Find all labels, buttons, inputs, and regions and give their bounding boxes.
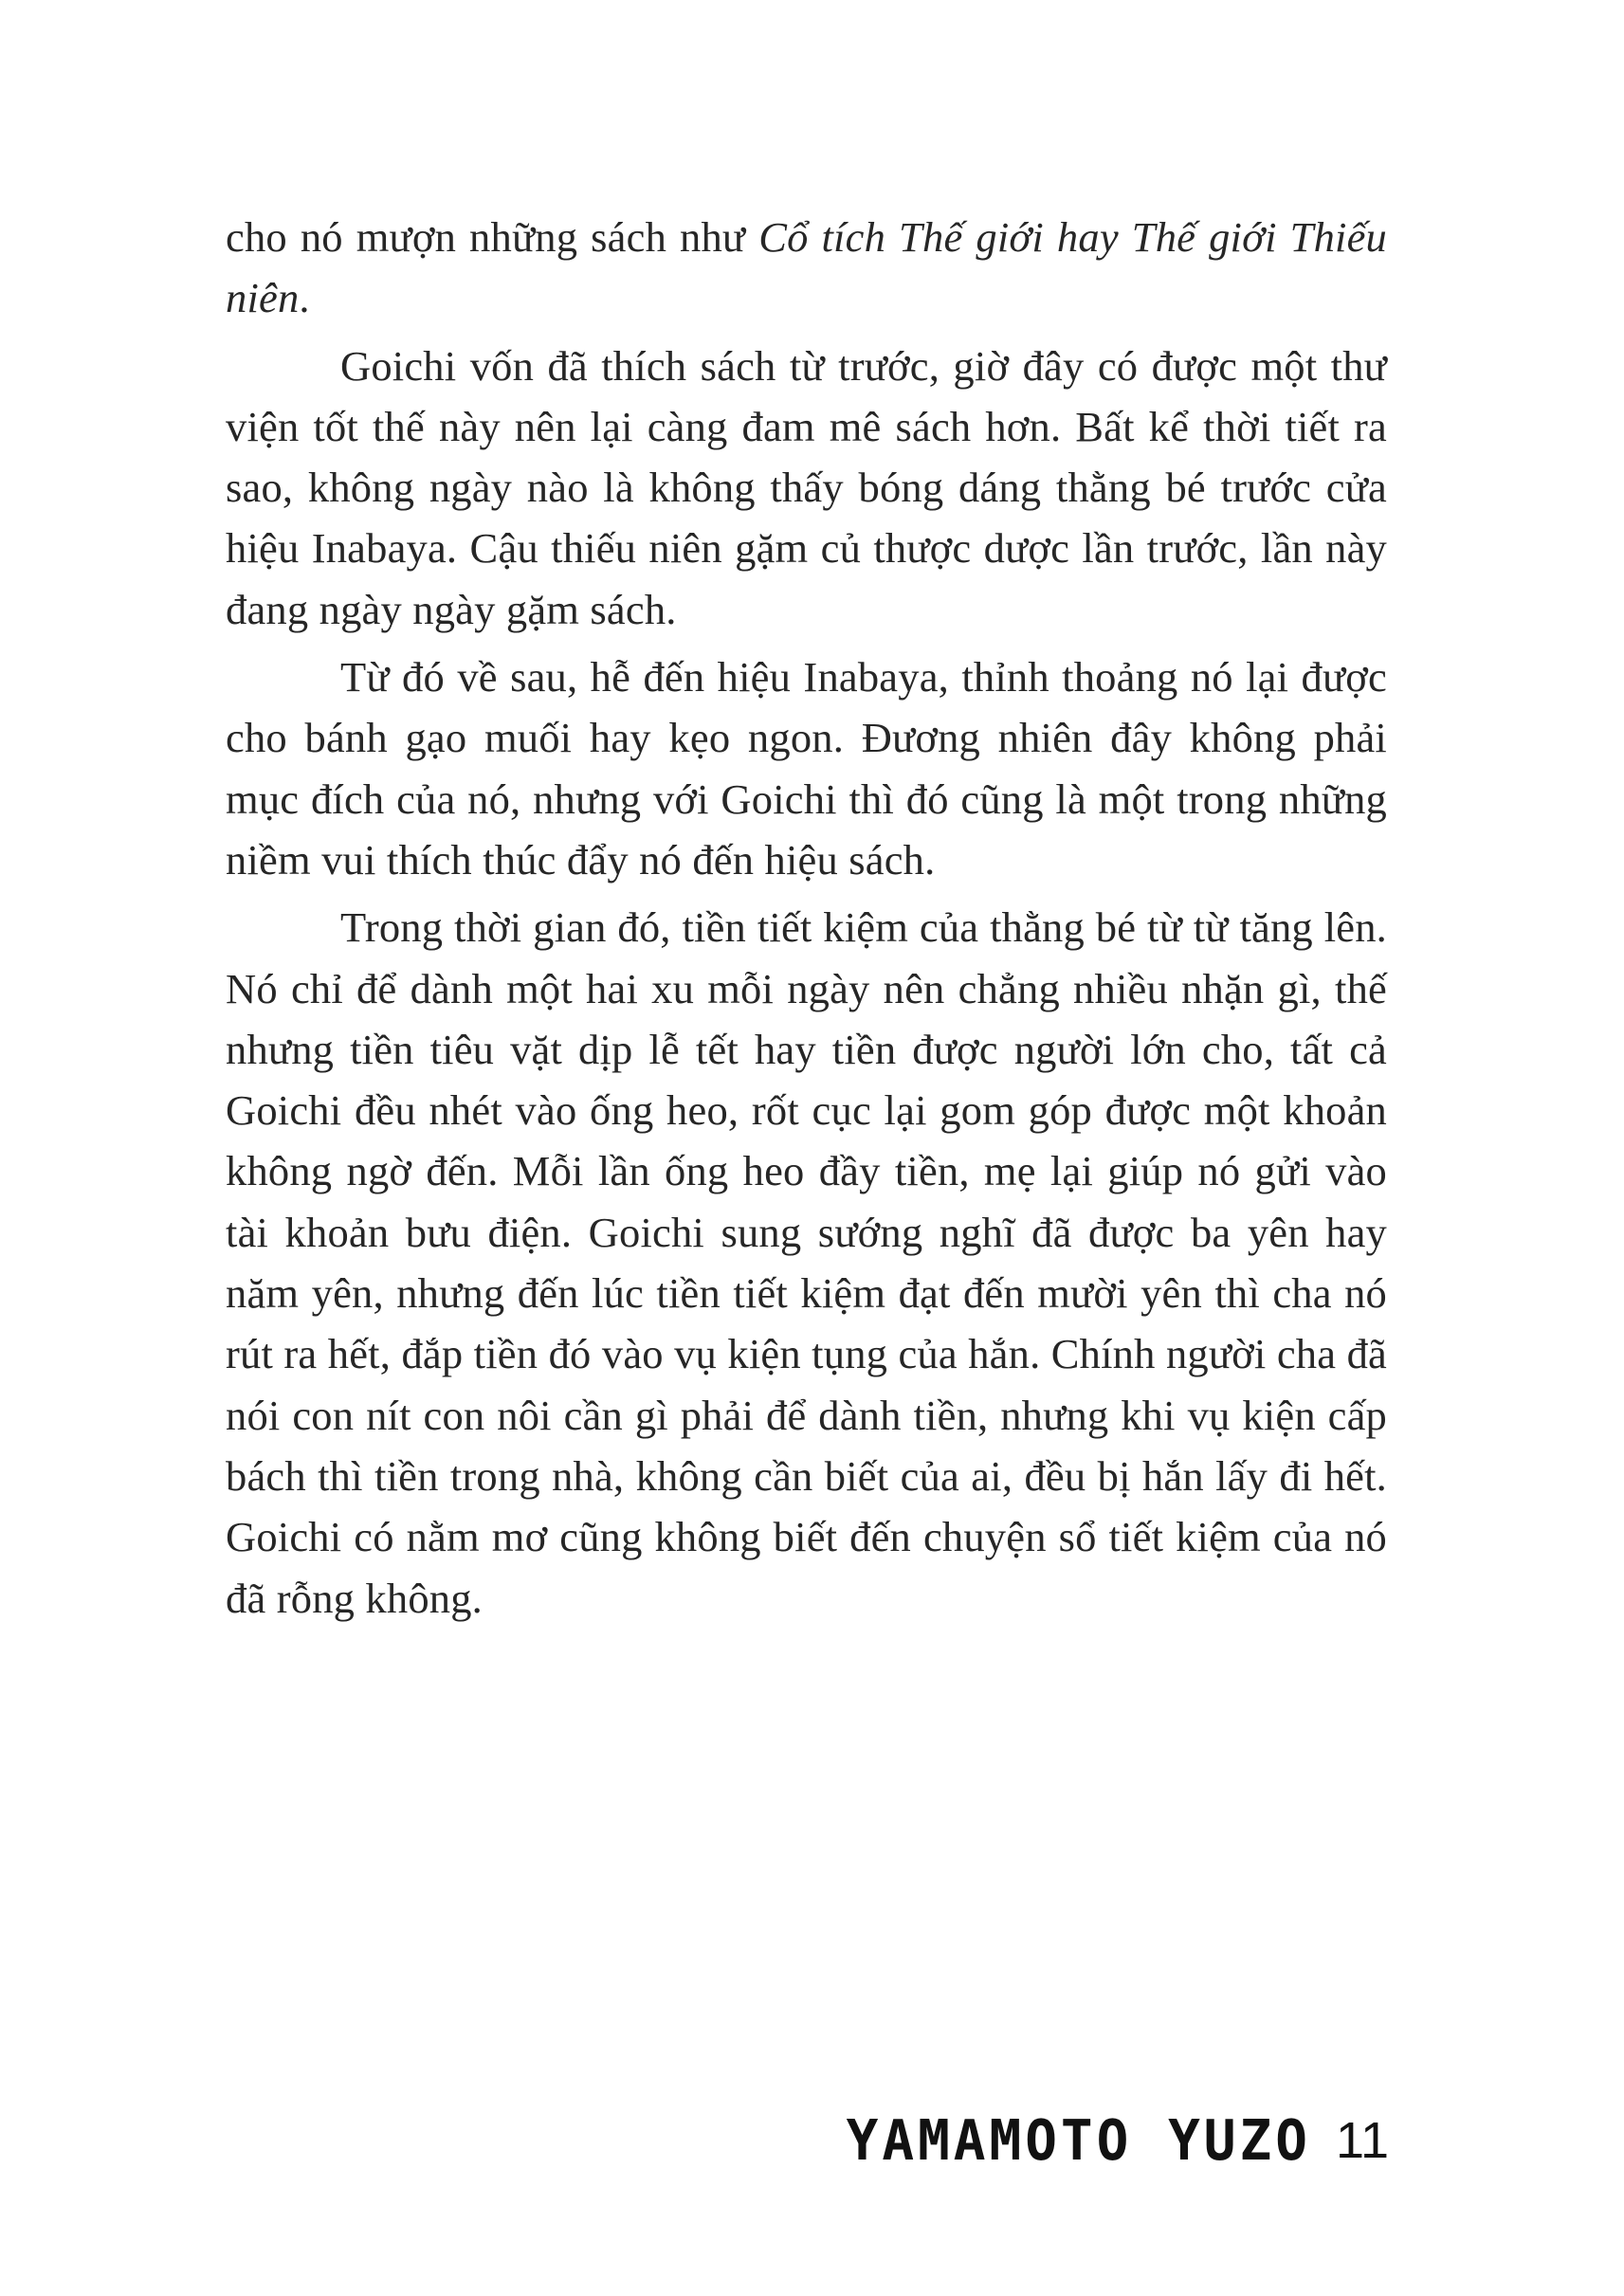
body-text <box>226 207 1387 1629</box>
page-number: 11 <box>1335 2112 1389 2169</box>
opening-tail: . <box>299 274 310 322</box>
author-name: YAMAMOTO YUZO <box>846 2107 1311 2174</box>
paragraph: Goichi vốn đã thích sách từ trước, giờ đây có được một thư viện tốt thế này nên lại càng đam mê sách hơn. Bất kể thời tiết ra sao, không ngày nào là không thấy bóng dáng thằng bé trước cửa hiệu Inabaya. Cậu thiếu niên gặm củ thược dược lần trước, lần này đang ngày ngày gặm sách. <box>226 341 1387 633</box>
opening-lead: cho nó mượn những sách như <box>226 213 759 261</box>
book-titles: Cổ tích Thế giới hay Thế giới Thiếu niên <box>226 213 1387 322</box>
opening-paragraph <box>226 207 1387 329</box>
page-footer <box>847 2106 1389 2175</box>
paragraph: Từ đó về sau, hễ đến hiệu Inabaya, thỉnh thoảng nó lại được cho bánh gạo muối hay kẹo ngon. Đương nhiên đây không phải mục đích của nó, nhưng với Goichi thì đó cũng là một trong những niềm vui thích thúc đẩy nó đến hiệu sách. <box>226 653 1387 884</box>
paragraph: Trong thời gian đó, tiền tiết kiệm của thằng bé từ từ tăng lên. Nó chỉ để dành một hai xu mỗi ngày nên chẳng nhiều nhặn gì, thế nhưng tiền tiêu vặt dịp lễ tết hay tiền được người lớn cho, tất cả Goichi đều nhét vào ống heo, rốt cục lại gom góp được một khoản không ngờ đến. Mỗi lần ống heo đầy tiền, mẹ lại giúp nó gửi vào tài khoản bưu điện. Goichi sung sướng nghĩ đã được ba yên hay năm yên, nhưng đến lúc tiền tiết kiệm đạt đến mười yên thì cha nó rút ra hết, đắp tiền đó vào vụ kiện tụng của hắn. Chính người cha đã nói con nít con nôi cần gì phải để dành tiền, nhưng khi vụ kiện cấp bách thì tiền trong nhà, không cần biết của ai, đều bị hắn lấy đi hết. Goichi có nằm mơ cũng không biết đến chuyện sổ tiết kiệm của nó đã rỗng không. <box>226 903 1387 1622</box>
